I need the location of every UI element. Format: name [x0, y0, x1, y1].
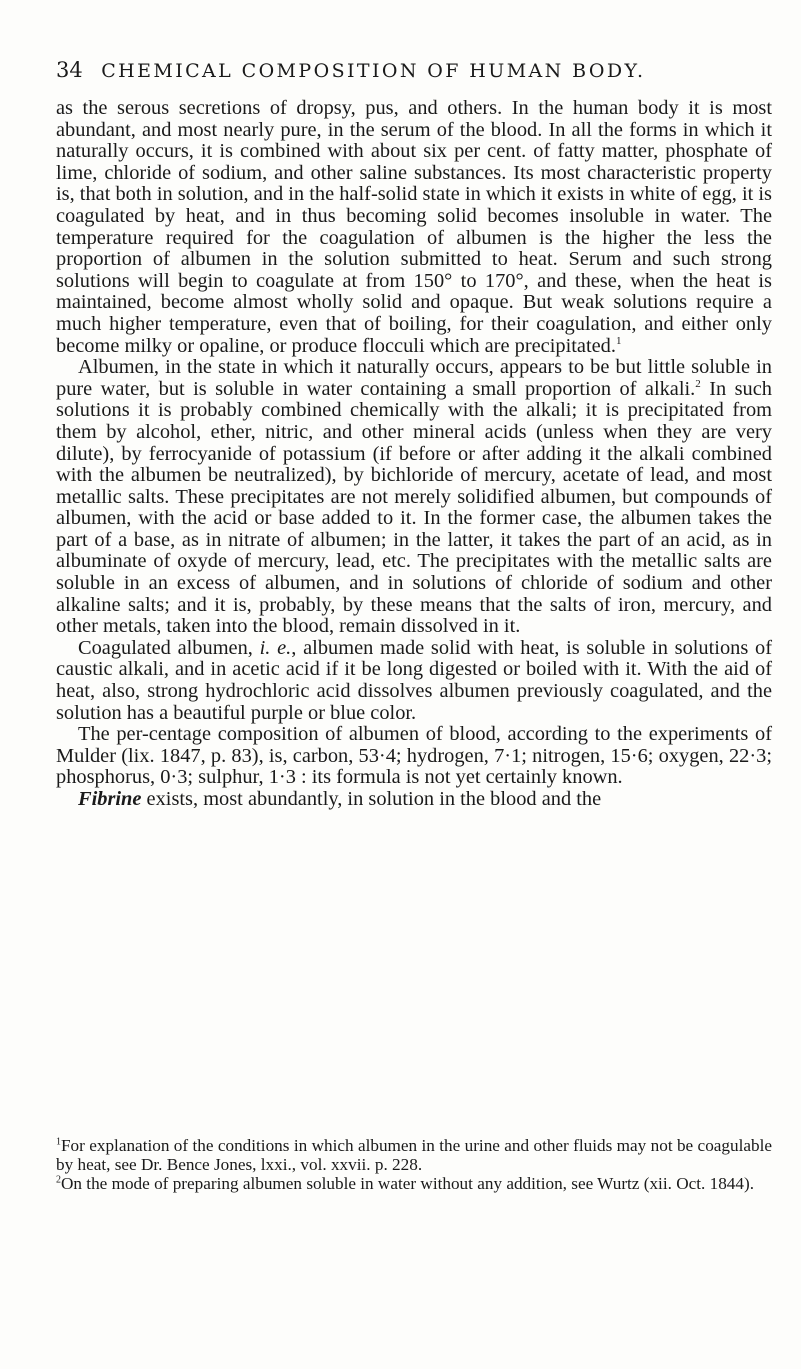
paragraph-text: Coagulated albumen, [78, 636, 260, 659]
footnote-marker-1: 1 [56, 1136, 61, 1148]
paragraph-fibrine [56, 789, 772, 811]
paragraph-text: , albumen made solid with heat, is soluble in solutions of caustic alkali, and in acetic acid if it be long digested or boiled with it. With the aid of heat, also, strong hydrochloric acid dissolves albumen previously coagulated, and the solution has a beautiful purple or blue color. [56, 636, 772, 724]
footnote-text: On the mode of preparing albumen soluble in water without any addition, see Wurtz (xii. Oct. 1844). [61, 1174, 755, 1193]
paragraph-text: Albumen, in the state in which it naturally occurs, appears to be but little soluble in pure water, but is soluble in water containing a small proportion of alkali. [56, 356, 772, 400]
running-header [56, 58, 756, 82]
footnote-marker-2: 2 [56, 1174, 61, 1186]
paragraph-coagulated-albumen [56, 638, 772, 724]
body-text [56, 98, 772, 811]
running-title: CHEMICAL COMPOSITION OF HUMAN BODY. [101, 60, 646, 82]
paragraph-percentage-composition [56, 724, 772, 789]
page-number: 34 [56, 58, 83, 82]
paragraph-text: as the serous secretions of dropsy, pus, and others. In the human body it is most abundant, and most nearly pure, in the serum of the blood. In all the forms in which it naturally occurs, it is combined with about six per cent. of fatty matter, phosphate of lime, chloride of sodium, and other saline substances. Its most characteristic property is, that both in solution, and in the half-solid state in which it exists in white of egg, it is coagulated by heat, and in thus becoming solid becomes insoluble in water. The temperature required for the coagulation of albumen is the higher the less the proportion of albumen in the solution submitted to heat. Serum and such strong solutions will begin to coagulate at from 150° to 170°, and these, when the heat is maintained, become almost wholly solid and opaque. But weak solutions require a much higher temperature, even that of boiling, for their coagulation, and either only become milky or opaline, or produce flocculi which are precipitated. [56, 97, 772, 357]
footnote-1 [56, 1136, 772, 1174]
paragraph-text: In such solutions it is probably combined chemically with the alkali; it is precipitated from them by alcohol, ether, nitric, and other mineral acids (unless when they are very dilute), by ferrocyanide of potassium (if before or after adding it the alkali combined with the albumen be neutralized), by bichloride of mercury, acetate of lead, and most metallic salts. These precipitates are not merely solidified albumen, but compounds of albumen, with the acid or base added to it. In the former case, the albumen takes the part of a base, as in nitrate of albumen; in the latter, it takes the part of an acid, as in albuminate of oxyde of mercury, lead, etc. The precipitates with the metallic salts are soluble in an excess of albumen, and in solutions of chloride of sodium and other alkaline salts; and it is, probably, by these means that the salts of iron, mercury, and other metals, taken into the blood, remain dissolved in it. [56, 377, 772, 638]
section-lead-fibrine: Fibrine [78, 788, 142, 810]
footnotes [56, 1136, 772, 1193]
footnote-2 [56, 1174, 772, 1193]
paragraph-serous-secretions [56, 98, 772, 357]
footnote-ref-1: 1 [615, 334, 622, 347]
paragraph-text: The per-centage composition of albumen of blood, according to the experiments of Mulder (lix. 1847, p. 83), is, carbon, 53·4; hydrogen, 7·1; nitrogen, 15·6; oxygen, 22·3; phosphorus, 0·3; sulphur, 1·3 : its formula is not yet certainly known. [56, 723, 772, 789]
paragraph-albumen-solubility [56, 357, 772, 638]
paragraph-text: exists, most abundantly, in solution in the blood and the [141, 788, 602, 810]
italic-ie: i. e. [259, 636, 292, 659]
footnote-text: For explanation of the conditions in which albumen in the urine and other fluids may not be coagulable by heat, see Dr. Bence Jones, lxxi., vol. xxvii. p. 228. [56, 1136, 772, 1174]
footnote-ref-2: 2 [695, 377, 701, 390]
